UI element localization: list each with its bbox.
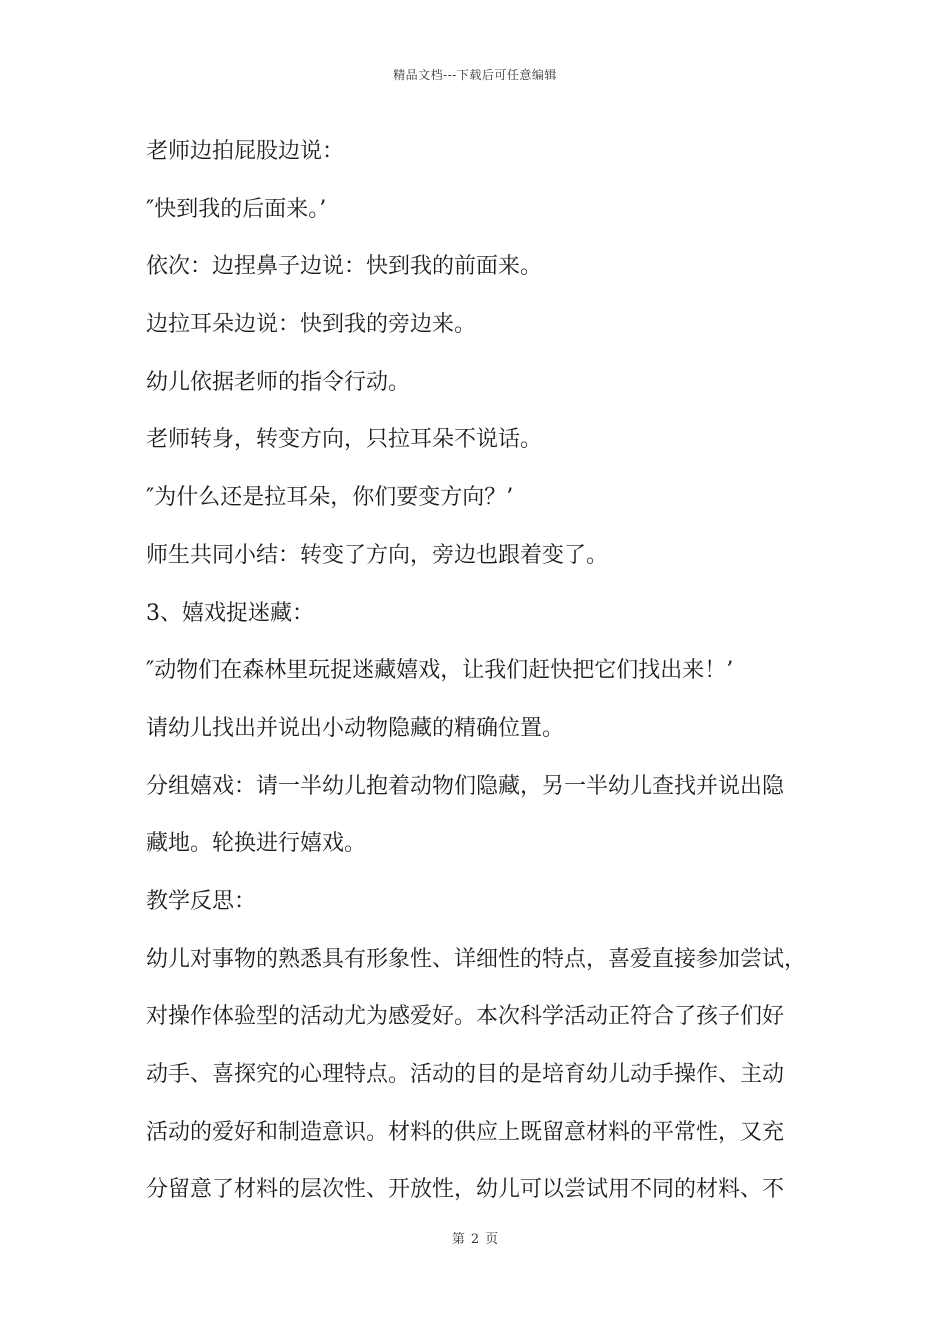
page-label-prefix: 第 bbox=[451, 1232, 465, 1247]
paragraph-line: 活动的爱好和制造意识。材料的供应上既留意材料的平常性，又充 bbox=[146, 1119, 785, 1145]
section-heading: 3、嬉戏捉迷藏： bbox=[146, 600, 314, 626]
page-header: 精品文档---下载后可任意编辑 bbox=[393, 68, 557, 82]
section-heading: 教学反思： bbox=[146, 888, 257, 914]
paragraph-line: 请幼儿找出并说出小动物隐藏的精确位置。 bbox=[146, 715, 565, 741]
page-label-suffix: 页 bbox=[485, 1232, 499, 1247]
paragraph-line: ″动物们在森林里玩捉迷藏嬉戏，让我们赶快把它们找出来！’ bbox=[146, 658, 734, 684]
paragraph-line: 边拉耳朵边说：快到我的旁边来。 bbox=[146, 312, 477, 338]
paragraph-line: ″为什么还是拉耳朵，你们要变方向？’ bbox=[146, 485, 514, 511]
page-number: 2 bbox=[470, 1232, 480, 1247]
paragraph-line: 动手、喜探究的心理特点。活动的目的是培育幼儿动手操作、主动 bbox=[146, 1062, 785, 1087]
paragraph-line: 师生共同小结：转变了方向，旁边也跟着变了。 bbox=[146, 542, 609, 568]
paragraph-line: 对操作体验型的活动尤为感爱好。本次科学活动正符合了孩子们好 bbox=[146, 1004, 785, 1030]
paragraph-line: 依次：边捏鼻子边说：快到我的前面来。 bbox=[146, 254, 543, 280]
paragraph-line: ″快到我的后面来。’ bbox=[146, 196, 327, 222]
paragraph-line: 分组嬉戏：请一半幼儿抱着动物们隐藏，另一半幼儿查找并说出隐 bbox=[146, 773, 785, 799]
document-body bbox=[146, 132, 836, 1228]
page-footer bbox=[0, 1228, 950, 1247]
paragraph-line: 分留意了材料的层次性、开放性，幼儿可以尝试用不同的材料、不 bbox=[146, 1177, 785, 1203]
paragraph-line: 幼儿依据老师的指令行动。 bbox=[146, 369, 411, 395]
paragraph-line: 老师边拍屁股边说： bbox=[146, 139, 345, 164]
paragraph-line: 藏地。轮换进行嬉戏。 bbox=[146, 831, 367, 857]
paragraph-line: 老师转身，转变方向，只拉耳朵不说话。 bbox=[146, 427, 543, 453]
paragraph-line: 幼儿对事物的熟悉具有形象性、详细性的特点，喜爱直接参加尝试， bbox=[146, 946, 807, 972]
